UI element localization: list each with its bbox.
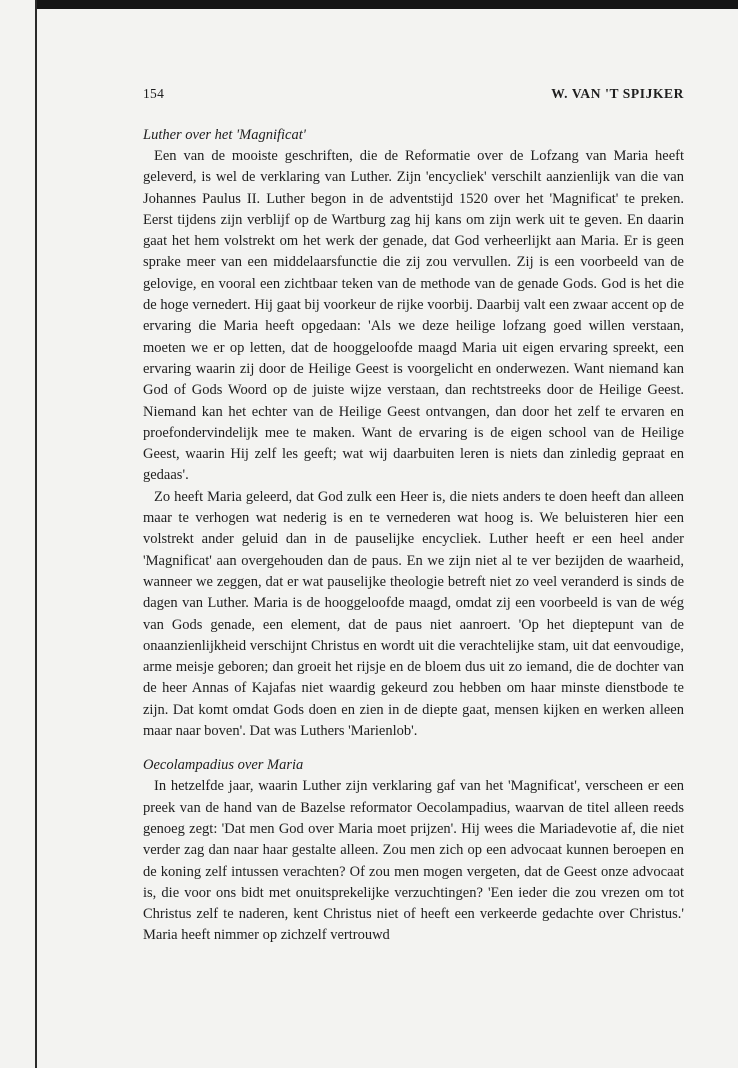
paragraph: Een van de mooiste geschriften, die de Reformatie over de Lofzang van Maria heeft geleverd, is wel de verklaring van Luther. Zijn 'encycliek' verschilt aanzienlijk van die van Johannes Paulus II. Luther begon in de adventstijd 1520 over het 'Magnificat' te preken. Eerst tijdens zijn verblijf op de Wartburg zag hij kans om zijn werk uit te geven. En daarin gaat het hem volstrekt om het werk der genade, dat God verheerlijkt aan Maria. Er is geen sprake meer van een middelaarsfunctie die zij zou vervullen. Zij is een voorbeeld van de gelovige, en vooral een zichtbaar teken van de methode van de genade Gods. God is het die de hoge vernedert. Hij gaat bij voorkeur de rijke voorbij. Daarbij valt een zwaar accent op de ervaring die Maria heeft opgedaan: 'Als we deze heilige lofzang goed willen verstaan, moeten we er op letten, dat de hooggeloofde maagd Maria uit eigen ervaring spreekt, een ervaring waarin zij door de Heilige Geest is voorgelicht en onderwezen. Want niemand kan God of Gods Woord op de juiste wijze verstaan, dan rechtstreeks door de Heilige Geest. Niemand kan het echter van de Heilige Geest ontvangen, dan door het zelf te ervaren en proefondervindelijk mee te maken. Want de ervaring is de eigen school van de Heilige Geest, waarin Hij zelf les geeft; wat wij daarbuiten leren is niets dan zinledig gepraat en gedaas'. — [143, 148, 684, 484]
section-spacer — [143, 742, 684, 755]
scan-border-top — [35, 0, 738, 9]
paragraph: In hetzelfde jaar, waarin Luther zijn verklaring gaf van het 'Magnificat', verscheen er een preek van de hand van de Bazelse reformator Oecolampadius, waarvan de titel alleen reeds genoeg zegt: 'Dat men God over Maria moet prijzen'. Hij wees die Mariadevotie af, die niet verder zag dan naar haar gestalte alleen. Zou men zich op een advocaat kunnen beroepen en de koning zelf intussen verachten? Of zou men mogen vergeten, dat de Geest onze advocaat is, die voor ons bidt met onuitsprekelijke verzuchtingen? 'Een ieder die zou vrezen om tot Christus zelf te naderen, kent Christus niet of heeft een verkeerde gedachte over Christus.' Maria heeft nimmer op zichzelf vertrouwd — [143, 778, 684, 944]
section-title: Luther over het 'Magnificat' — [143, 127, 306, 143]
page-number: 154 — [143, 86, 165, 101]
section-luther — [143, 125, 684, 742]
section-oecolampadius — [143, 755, 684, 946]
section-title: Oecolampadius over Maria — [143, 757, 304, 774]
running-head-author: W. VAN 'T SPIJKER — [551, 86, 684, 101]
running-head — [143, 86, 684, 108]
paragraph: Zo heeft Maria geleerd, dat God zulk een Heer is, die niets anders te doen heeft dan alleen maar te verhogen wat nederig is en te vernederen wat hoog is. We beluisteren hier een volstrekt ander geluid dan in de pauselijke encycliek. Luther heeft er een heel ander 'Magnificat' aan overgehouden dan de paus. En we zijn niet al te ver bezijden de waarheid, wanneer we zeggen, dat er wat pauselijke theologie betreft niet zo veel veranderd is sinds de dagen van Luther. Maria is de hooggeloofde maagd, omdat zij een voorbeeld is van de wég van Gods genade, een element, dat de paus niet aanroert. 'Op het dieptepunt van de onaanzienlijkheid verschijnt Christus en wordt uit die verachtelijke stam, uit dat eenvoudige, arme meisje geboren; dan groeit het rijsje en de bloem dus uit zo iemand, die de dochter van de heer Annas of Kajafas niet waardig gekeurd zou hebben om haar minste dienstbode te zijn. Dat komt omdat Gods doen en zien in de diepte gaat, mensen kijken en werken alleen maar naar boven'. Dat was Luthers 'Marienlob'. — [143, 488, 684, 740]
scan-border-left — [35, 0, 37, 1068]
book-page — [143, 86, 684, 947]
